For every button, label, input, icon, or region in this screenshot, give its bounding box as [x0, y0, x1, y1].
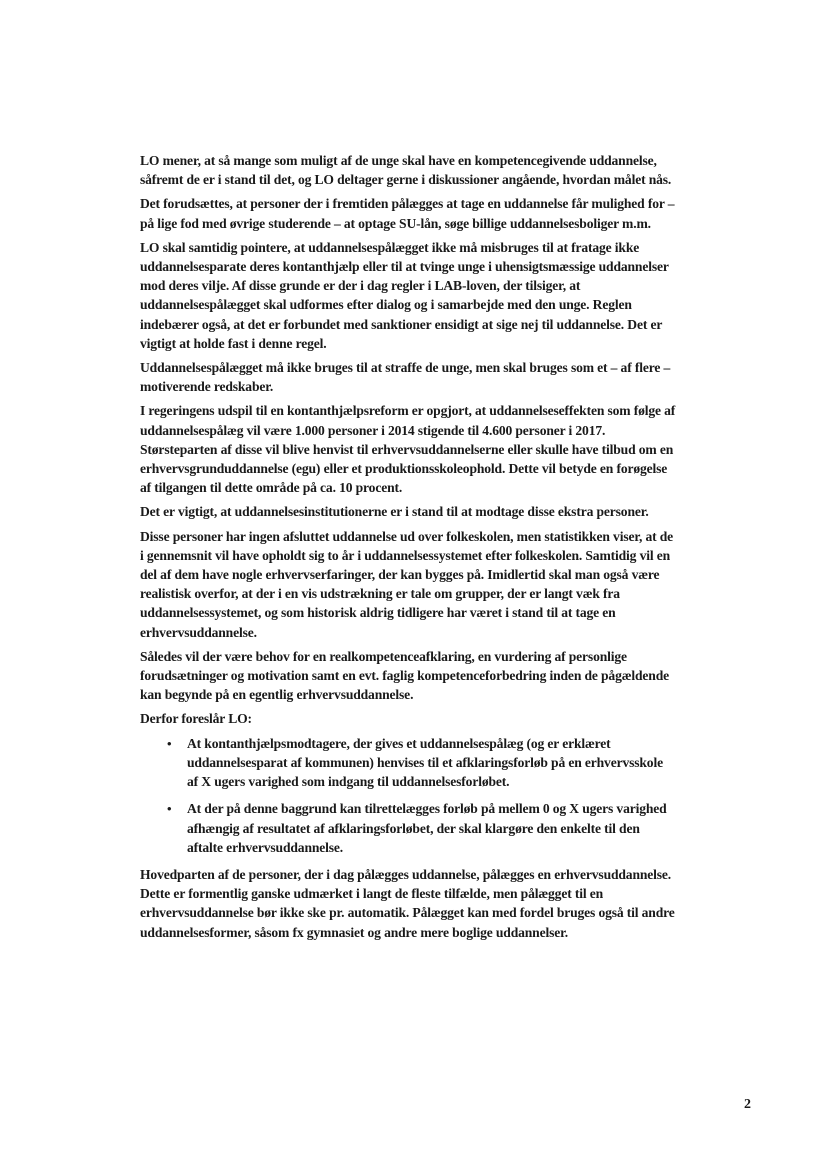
paragraph-closing: Hovedparten af de personer, der i dag pålægges uddannelse, pålægges en erhvervsuddannelse. Dette er formentlig ganske udmærket i langt de fleste tilfælde, men pålægget til en erhvervsuddannelse bør ikke ske pr. automatik. Pålægget kan med fordel bruges også til andre uddannelsesformer, såsom fx gymnasiet og andre mere boglige uddannelser. [140, 866, 675, 940]
paragraph-6: Det er vigtigt, at uddannelsesinstitutionerne er i stand til at modtage disse ekstra personer. [140, 504, 649, 520]
paragraph-5: I regeringens udspil til en kontanthjælpsreform er opgjort, at uddannelseseffekten som følge af uddannelsespålæg vil være 1.000 personer i 2014 stigende til 4.600 personer i 2017. Størsteparten af disse vil blive henvist til erhvervsuddannelserne eller skulle have tilbud om en erhvervsgrunduddannelse (egu) eller et produktionsskoleophold. Dette vil betyde en forøgelse af tilgangen til dette område på ca. 10 procent. [140, 403, 676, 496]
list-item-text: At der på denne baggrund kan tilrettelægges forløb på mellem 0 og X ugers varighed afhængig af resultatet af afklaringsforløbet, der skal klargøre den enkelte til den aftalte erhvervsuddannelse. [187, 801, 667, 855]
bullet-icon: • [167, 735, 172, 751]
proposal-list [140, 734, 676, 857]
list-item-text: At kontanthjælpsmodtagere, der gives et uddannelsespålæg (og er erklæret uddannelsesparat af kommunen) henvises til et afklaringsforløb på en erhvervsskole af X ugers varighed som indgang til uddannelsesforløbet. [187, 735, 663, 790]
paragraph-8: Således vil der være behov for en realkompetenceafklaring, en vurdering af personlige forudsætninger og motivation samt en evt. faglig kompetenceforbedring inden de pågældende kan begynde på en egentlig erhvervsuddannelse. [140, 648, 670, 703]
paragraph-3: LO skal samtidig pointere, at uddannelsespålægget ikke må misbruges til at fratage ikke uddannelsesparate deres kontanthjælp eller til at tvinge unge i uhensigtsmæssige uddannelser mod deres vilje. Af disse grunde er der i dag regler i LAB-loven, der tilsiger, at uddannelsespålægget skal udformes efter dialog og i samarbejde med den unge. Reglen indebærer også, at det er forbundet med sanktioner ensidigt at sige nej til uddannelse. Det er vigtigt at holde fast i denne regel. [140, 239, 669, 351]
page-number: 2 [744, 1097, 751, 1112]
paragraph-2: Det forudsættes, at personer der i fremtiden pålægges at tage en uddannelse får mulighed for – på lige fod med øvrige studerende – at optage SU-lån, søge billige uddannelsesboliger m.m. [140, 196, 675, 231]
document-body [140, 151, 676, 947]
bullet-icon: • [167, 801, 172, 817]
paragraph-1: LO mener, at så mange som muligt af de unge skal have en kompetencegivende uddannelse, såfremt de er i stand til det, og LO deltager gerne i diskussioner angående, hvordan målet nås. [140, 153, 672, 188]
list-item [140, 799, 676, 857]
list-item [140, 734, 676, 792]
proposal-intro: Derfor foreslår LO: [140, 711, 252, 727]
paragraph-4: Uddannelsespålægget må ikke bruges til at straffe de unge, men skal bruges som et – af flere – motiverende redskaber. [140, 360, 671, 395]
paragraph-7: Disse personer har ingen afsluttet uddannelse ud over folkeskolen, men statistikken viser, at de i gennemsnit vil have opholdt sig to år i uddannelsessystemet efter folkeskolen. Samtidig vil en del af dem have nogle erhvervserfaringer, der kan bygges på. Imidlertid skal man også være realistisk overfor, at der i en vis udstrækning er tale om grupper, der er langt væk fra uddannelsessystemet, og som historisk aldrig tidligere har været i stand til at tage en erhvervsuddannelse. [140, 528, 674, 640]
